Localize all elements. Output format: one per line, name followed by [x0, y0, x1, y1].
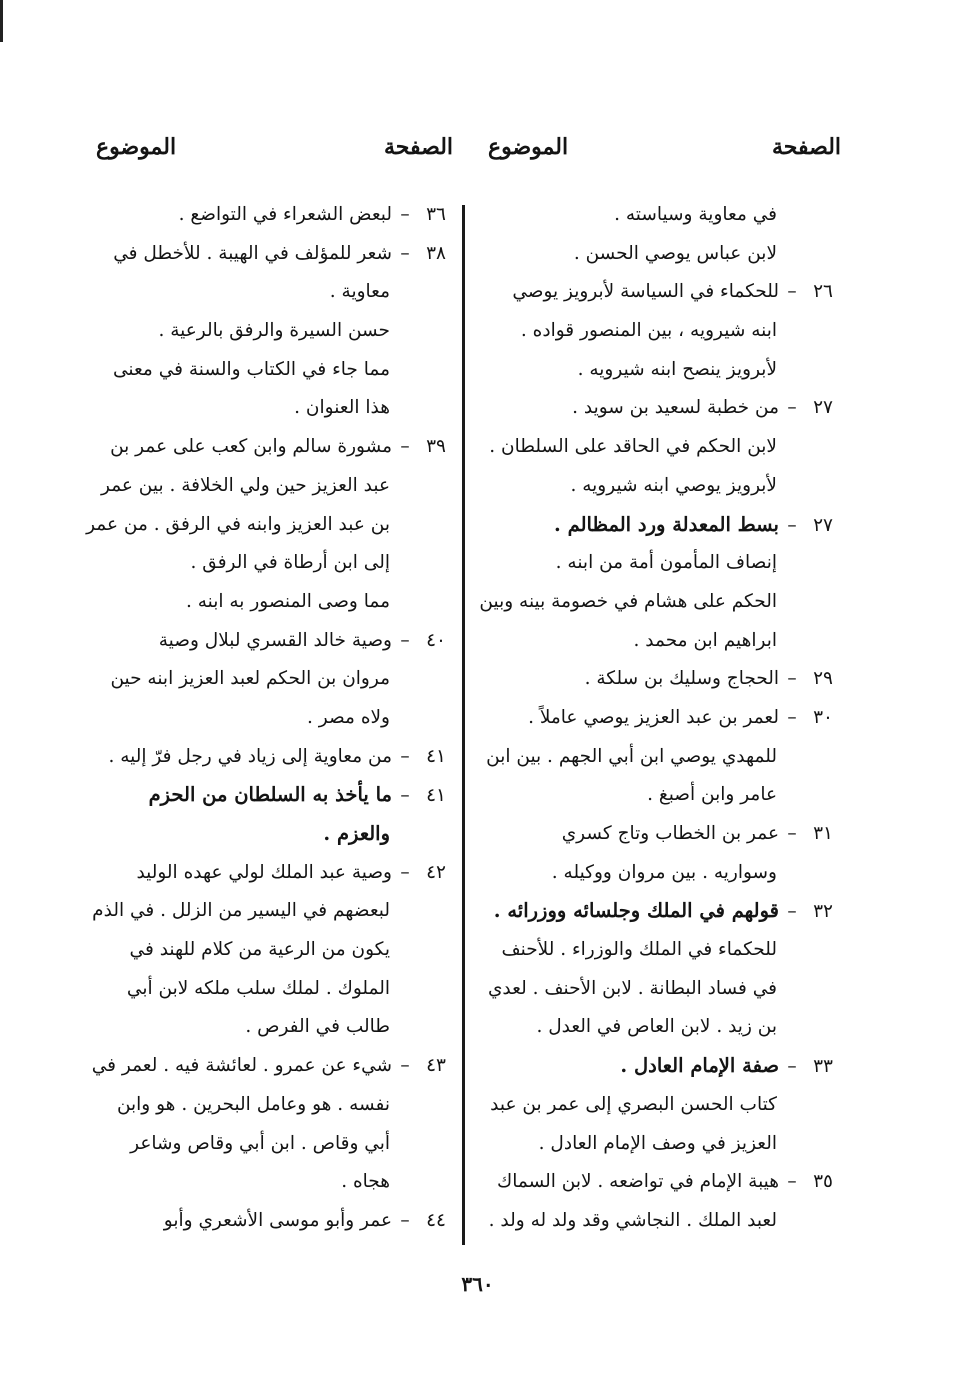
entry-topic-text: إنصاف المأمون أمة من ابنه . — [555, 552, 777, 574]
entry-dash: – — [787, 901, 797, 923]
entry-topic-text: ولاه مصر . — [307, 706, 390, 728]
index-entry-continuation — [82, 970, 454, 1009]
entry-dash: – — [787, 1171, 797, 1193]
entry-page-number: ٤١ — [426, 785, 446, 807]
entry-topic-text: معاوية . — [329, 281, 390, 303]
index-entry-continuation — [82, 467, 454, 506]
entry-topic-text: في معاوية وسياسته . — [614, 204, 777, 225]
entry-topic-text: طالب في الفرص . — [245, 1016, 390, 1038]
entry-page-number: ٣٦ — [426, 204, 446, 225]
index-entry — [476, 273, 841, 312]
index-entry — [476, 506, 841, 545]
entry-dash: – — [400, 204, 410, 225]
index-entry-continuation — [82, 506, 454, 545]
entry-topic-text: من خطبة لسعيد بن سويد . — [572, 397, 779, 419]
entry-topic-text: يكون من الرعية من كلام للهند في — [129, 939, 390, 961]
entry-page-number: ٣٥ — [813, 1171, 833, 1193]
entry-topic-text: ابنه شيرويه ، بين المنصور قواده . — [520, 320, 777, 342]
page-edge-mark — [0, 0, 3, 42]
entry-dash: – — [400, 1209, 410, 1231]
entry-topic-text: شيء عن عمرو . لعائشة فيه . لعمر في — [91, 1055, 392, 1077]
entry-topic-text: بن زيد . لابن العاص في العدل . — [536, 1016, 777, 1038]
index-entry-continuation — [476, 622, 841, 661]
entry-page-number: ٢٩ — [813, 668, 833, 690]
entry-topic-text: لابن عباس يوصي الحسن . — [573, 242, 777, 264]
index-entry-continuation — [82, 1163, 454, 1202]
entry-topic-text: للمهدي يوصي ابن أبي الجهم . بين ابن — [486, 745, 777, 767]
entry-topic-text: لأبرويز يوصي ابنه شيرويه . — [570, 474, 777, 496]
header-left-page: الصفحة — [384, 134, 454, 160]
entry-page-number: ٢٧ — [813, 514, 833, 536]
entry-topic-text: هيبة الإمام في تواضعه . لابن السماك — [497, 1171, 779, 1193]
entry-dash: – — [787, 514, 797, 536]
entry-topic-text: العزيز في وصف الإمام العادل . — [538, 1132, 777, 1154]
index-entry-continuation — [476, 970, 841, 1009]
entry-topic-text: عبد العزيز حين ولي الخلافة . بين عمر — [100, 474, 390, 496]
entry-dash: – — [400, 1055, 410, 1077]
entry-topic-text: ما يأخذ به السلطان من الحزم — [148, 783, 392, 807]
entry-dash: – — [787, 706, 797, 728]
entry-topic-text: الملوك . لملك سلب ملكه لابن أبي — [126, 977, 390, 999]
index-entry-continuation — [82, 1008, 454, 1047]
index-entry — [82, 1047, 454, 1086]
index-entry-continuation — [476, 467, 841, 506]
entry-topic-text: مروان بن الحكم لعبد العزيز ابنه حين — [110, 668, 390, 690]
entry-dash: – — [787, 1056, 797, 1078]
entry-dash: – — [400, 745, 410, 767]
index-entry — [476, 815, 841, 854]
entry-topic-text: في فساد البطانة . لابن الأحنف . لعدي — [487, 977, 777, 999]
index-entry-continuation — [476, 738, 841, 777]
entry-page-number: ٤٢ — [426, 861, 446, 883]
index-entry-continuation — [476, 196, 841, 235]
entry-page-number: ٣٢ — [813, 901, 833, 923]
entry-page-number: ٢٦ — [813, 281, 833, 303]
index-entry-continuation — [476, 583, 841, 622]
entry-topic-text: وصية خالد القسري لبلال وصية — [158, 629, 392, 651]
entry-page-number: ٣٩ — [426, 436, 446, 458]
index-entry-continuation — [82, 931, 454, 970]
entry-topic-text: بسط المعدلة ورد المظالم . — [554, 512, 779, 536]
entry-dash: – — [400, 242, 410, 264]
index-entry — [82, 196, 454, 235]
entry-topic-text: لبعض الشعراء في التواضع . — [178, 204, 392, 225]
entry-topic-text: وسواريه . بين مروان ووكيله . — [551, 861, 777, 883]
index-entry-continuation — [82, 583, 454, 622]
entry-topic-text: للحكماء في السياسة لأبرويز يوصي — [512, 281, 779, 303]
entry-topic-text: مشورة سالم وابن كعب على عمر بن — [110, 436, 392, 458]
right-column — [476, 196, 841, 1241]
index-entry-continuation — [476, 428, 841, 467]
index-entry-continuation — [476, 854, 841, 893]
index-entry — [82, 428, 454, 467]
index-entry-continuation — [82, 544, 454, 583]
index-entry — [82, 776, 454, 815]
left-column — [82, 196, 454, 1241]
index-entry-continuation — [476, 235, 841, 274]
entry-topic-text: عمر بن الخطاب وتاج كسري — [561, 823, 779, 844]
index-entry-continuation — [82, 312, 454, 351]
entry-topic-text: للحكماء في الملك والوزراء . للأحنف — [501, 939, 777, 961]
entry-page-number: ٣٨ — [426, 242, 446, 264]
entry-topic-text: هذا العنوان . — [294, 397, 390, 419]
entry-page-number: ٢٧ — [813, 397, 833, 419]
index-entry-continuation — [476, 1125, 841, 1164]
index-entry-continuation — [476, 776, 841, 815]
entry-page-number: ٤١ — [426, 745, 446, 767]
index-entry — [476, 389, 841, 428]
index-entry-continuation — [82, 1125, 454, 1164]
entry-topic-text: شعر للمؤلف في الهيبة . للأخطل في — [113, 242, 392, 264]
entry-topic-text: مما جاء في الكتاب والسنة في معنى — [112, 358, 390, 380]
header-right-page: الصفحة — [772, 134, 842, 160]
index-entry-continuation — [82, 351, 454, 390]
index-entry-continuation — [476, 931, 841, 970]
entry-dash: – — [787, 281, 797, 303]
entry-topic-text: هجاه . — [341, 1171, 390, 1193]
entry-page-number: ٣٣ — [813, 1056, 833, 1078]
index-entry — [82, 235, 454, 274]
index-entry-continuation — [82, 699, 454, 738]
entry-topic-text: كتاب الحسن البصري إلى عمر بن عبد — [490, 1093, 777, 1115]
index-entry — [476, 892, 841, 931]
entry-page-number: ٤٣ — [426, 1055, 446, 1077]
entry-topic-text: لابن الحكم في الحاقد على السلطان . — [489, 436, 777, 458]
page-number: ٣٦٠ — [461, 1272, 494, 1296]
index-entry-continuation — [82, 389, 454, 428]
entry-topic-text: إلى ابن أرطاة في الرفق . — [190, 552, 390, 574]
index-entry-continuation — [476, 312, 841, 351]
index-entry-continuation — [82, 660, 454, 699]
index-entry-continuation — [476, 1008, 841, 1047]
entry-topic-text: والعزم . — [323, 822, 390, 845]
entry-topic-text: الحجاج وسليك بن سلكة . — [584, 668, 779, 690]
entry-topic-text: لعبد الملك . النجاشي وقد ولد له ولد . — [488, 1209, 777, 1231]
index-entry-continuation — [476, 351, 841, 390]
entry-dash: – — [400, 785, 410, 807]
index-entry — [476, 660, 841, 699]
entry-page-number: ٤٠ — [426, 629, 446, 651]
entry-page-number: ٣٠ — [813, 706, 833, 728]
index-entry — [476, 1047, 841, 1086]
entry-dash: – — [787, 823, 797, 844]
entry-topic-text: بن عبد العزيز وابنه في الرفق . من عمر — [86, 513, 390, 535]
index-entry — [82, 854, 454, 893]
entry-topic-text: من معاوية إلى زياد في رجل فرّ إليه . — [108, 745, 392, 767]
entry-topic-text: عمر وأبو موسى الأشعري وأبو — [163, 1209, 392, 1231]
index-entry-continuation — [476, 1086, 841, 1125]
index-entry — [82, 1202, 454, 1241]
index-entry-continuation — [476, 544, 841, 583]
entry-topic-text: لعمر بن عبد العزيز يوصي عاملاً . — [528, 706, 779, 728]
entry-topic-text: عامر وابن أصبغ . — [647, 784, 777, 806]
index-entry — [82, 738, 454, 777]
entry-topic-text: صفة الإمام العادل . — [620, 1054, 779, 1078]
entry-topic-text: نفسه . هو وعامل البحرين . هو وابن — [116, 1093, 390, 1115]
entry-page-number: ٤٤ — [426, 1209, 446, 1231]
index-entry-continuation — [82, 1086, 454, 1125]
entry-topic-text: أبي وقاص . ابن أبي وقاص وشاعر — [130, 1132, 390, 1154]
entry-topic-text: لأبرويز ينصح ابنه شيرويه . — [577, 358, 777, 380]
entry-topic-text: حسن السيرة والرفق بالرعية . — [158, 320, 390, 342]
entry-topic-text: الحكم على هشام في خصومة بينه وبين — [479, 590, 777, 612]
index-entry-continuation — [476, 1202, 841, 1241]
index-entry — [476, 699, 841, 738]
entry-dash: – — [400, 629, 410, 651]
index-entry-continuation — [82, 273, 454, 312]
index-entry — [82, 622, 454, 661]
entry-dash: – — [787, 397, 797, 419]
index-entry-continuation — [82, 815, 454, 854]
entry-topic-text: مما وصى المنصور به ابنه . — [185, 590, 390, 612]
header-right-topic: الموضوع — [488, 134, 569, 160]
column-divider — [462, 205, 465, 1245]
entry-dash: – — [400, 861, 410, 883]
entry-dash: – — [400, 436, 410, 458]
entry-topic-text: وصية عبد الملك لولي عهده الوليد — [136, 861, 392, 883]
entry-topic-text: قولهم في الملك وجلسائه ووزرائه . — [493, 899, 779, 923]
header-left-topic: الموضوع — [96, 134, 177, 160]
entry-page-number: ٣١ — [813, 823, 833, 844]
entry-topic-text: لبعضهم في اليسير من الزلل . في الذم — [92, 900, 390, 922]
index-entry-continuation — [82, 892, 454, 931]
index-entry — [476, 1163, 841, 1202]
entry-topic-text: ابراهيم ابن محمد . — [633, 629, 777, 651]
entry-dash: – — [787, 668, 797, 690]
